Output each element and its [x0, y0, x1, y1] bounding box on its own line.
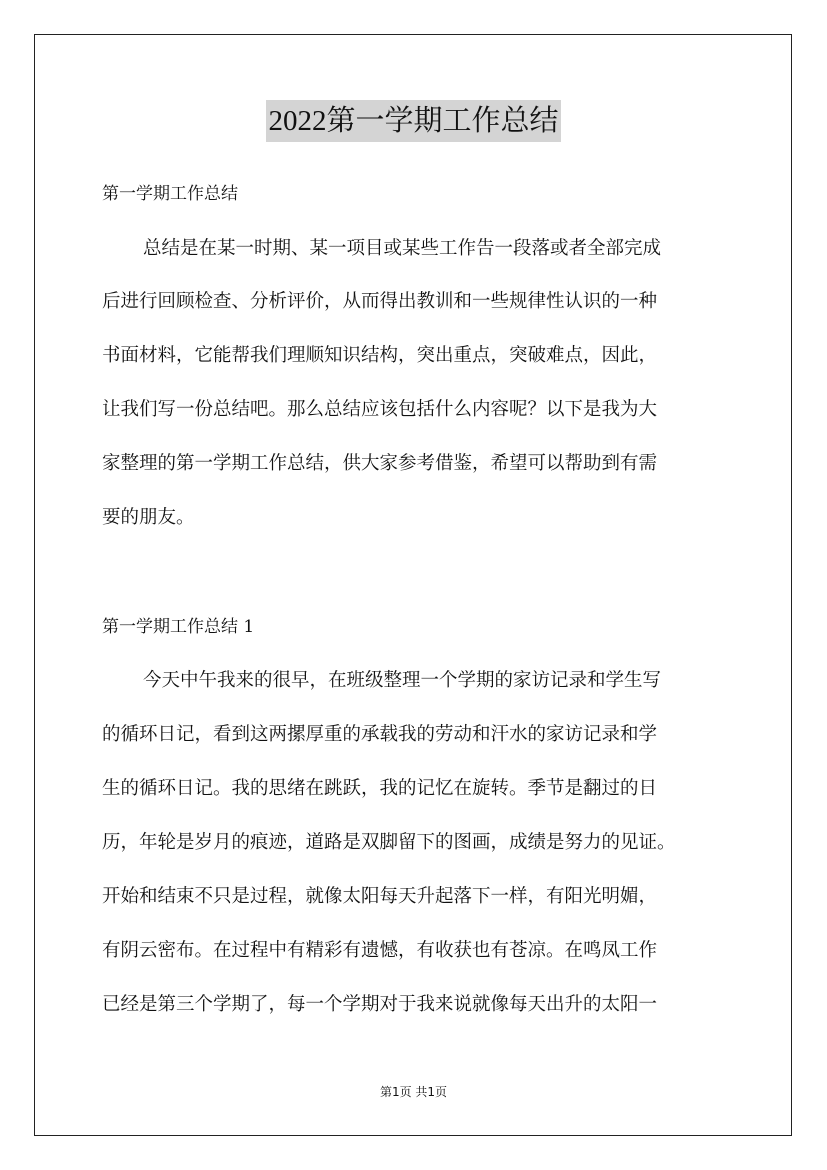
paragraph-line: 要的朋友。: [102, 507, 195, 528]
paragraph-line: 有阴云密布。在过程中有精彩有遗憾，有收获也有苍凉。在鸣凤工作: [102, 940, 658, 961]
paragraph-line: 书面材料，它能帮我们理顺知识结构，突出重点，突破难点，因此，: [102, 345, 658, 366]
paragraph-line: 总结是在某一时期、某一项目或某些工作告一段落或者全部完成: [143, 238, 662, 259]
page-number-footer: 第1页 共1页: [379, 1085, 448, 1099]
paragraph-line: 开始和结束不只是过程，就像太阳每天升起落下一样，有阳光明媚，: [102, 886, 658, 907]
section-heading: 第一学期工作总结: [102, 184, 238, 204]
paragraph-line: 让我们写一份总结吧。那么总结应该包括什么内容呢？以下是我为大: [102, 399, 658, 420]
paragraph-line: 生的循环日记。我的思绪在跳跃，我的记忆在旋转。季节是翻过的日: [102, 778, 658, 799]
paragraph-line: 已经是第三个学期了，每一个学期对于我来说就像每天出升的太阳一: [102, 994, 658, 1015]
paragraph-line: 的循环日记，看到这两摞厚重的承载我的劳动和汗水的家访记录和学: [102, 724, 658, 745]
paragraph-line: 后进行回顾检查、分析评价，从而得出教训和一些规律性认识的一种: [102, 291, 658, 312]
paragraph-line: 家整理的第一学期工作总结，供大家参考借鉴，希望可以帮助到有需: [102, 453, 658, 474]
paragraph-line: 历，年轮是岁月的痕迹，道路是双脚留下的图画，成绩是努力的见证。: [102, 832, 676, 853]
paragraph-line: 今天中午我来的很早，在班级整理一个学期的家访记录和学生写: [143, 670, 662, 691]
document-title-wrapper: [0, 100, 827, 142]
document-title: 2022第一学期工作总结: [266, 100, 560, 142]
section-heading: 第一学期工作总结 1: [102, 617, 255, 637]
